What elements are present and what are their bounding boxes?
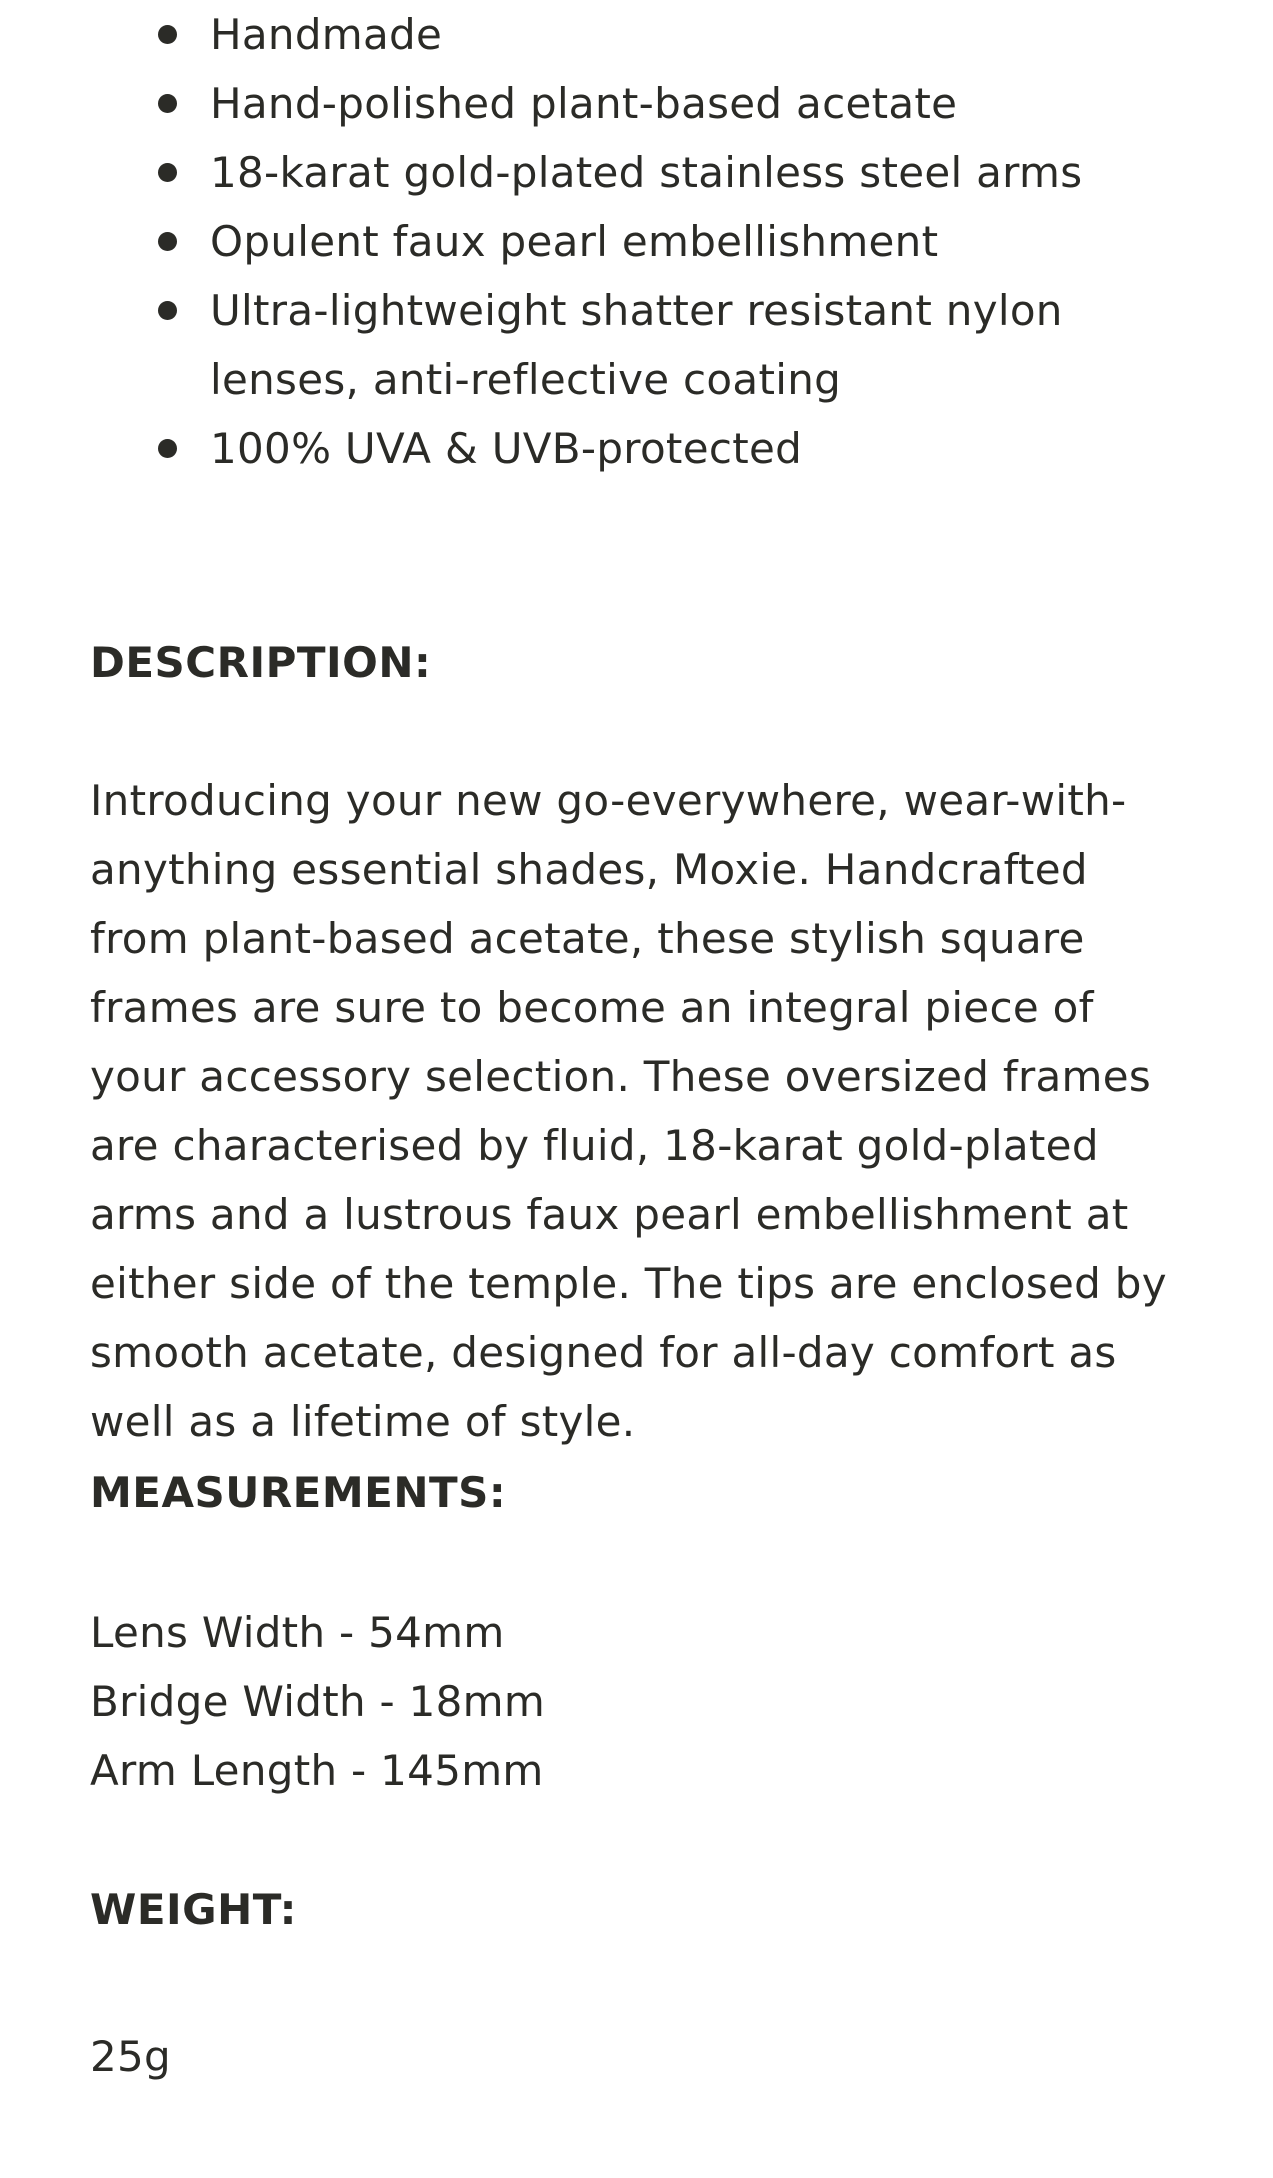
measurements-list — [90, 1598, 545, 1805]
feature-text: Opulent faux pearl embellishment — [210, 217, 939, 266]
measurement-lens-width: Lens Width - 54mm — [90, 1608, 505, 1657]
description-heading: DESCRIPTION: — [90, 638, 432, 687]
feature-item — [90, 138, 1200, 207]
weight-heading: WEIGHT: — [90, 1885, 297, 1934]
feature-text: Ultra-lightweight shatter resistant nylon lenses, anti-reflective coating — [210, 286, 1063, 404]
bullet-icon — [158, 94, 177, 113]
feature-item — [90, 414, 1200, 483]
feature-text: 100% UVA & UVB-protected — [210, 424, 803, 473]
feature-text: Handmade — [210, 10, 443, 59]
feature-item — [90, 276, 1200, 414]
bullet-icon — [158, 301, 177, 320]
feature-list — [90, 0, 1200, 483]
product-details — [90, 0, 1200, 2081]
bullet-icon — [158, 25, 177, 44]
measurement-arm-length: Arm Length - 145mm — [90, 1746, 544, 1795]
bullet-icon — [158, 163, 177, 182]
feature-text: Hand-polished plant-based acetate — [210, 79, 958, 128]
feature-item — [90, 207, 1200, 276]
feature-item — [90, 0, 1200, 69]
measurements-heading: MEASUREMENTS: — [90, 1468, 507, 1517]
description-text: Introducing your new go-everywhere, wear-with-anything essential shades, Moxie. Handcrafted from plant-based acetate, these stylish square frames are sure to become an integral piece of your accessory selection. These oversized frames are characterised by fluid, 18-karat gold-plated arms and a lustrous faux pearl embellishment at either side of the temple. The tips are enclosed by smooth acetate, designed for all-day comfort as well as a lifetime of style. — [90, 776, 1167, 1446]
feature-text: 18-karat gold-plated stainless steel arms — [210, 148, 1083, 197]
bullet-icon — [158, 439, 177, 458]
weight-value: 25g — [90, 2032, 172, 2081]
measurement-bridge-width: Bridge Width - 18mm — [90, 1677, 546, 1726]
feature-item — [90, 69, 1200, 138]
bullet-icon — [158, 232, 177, 251]
